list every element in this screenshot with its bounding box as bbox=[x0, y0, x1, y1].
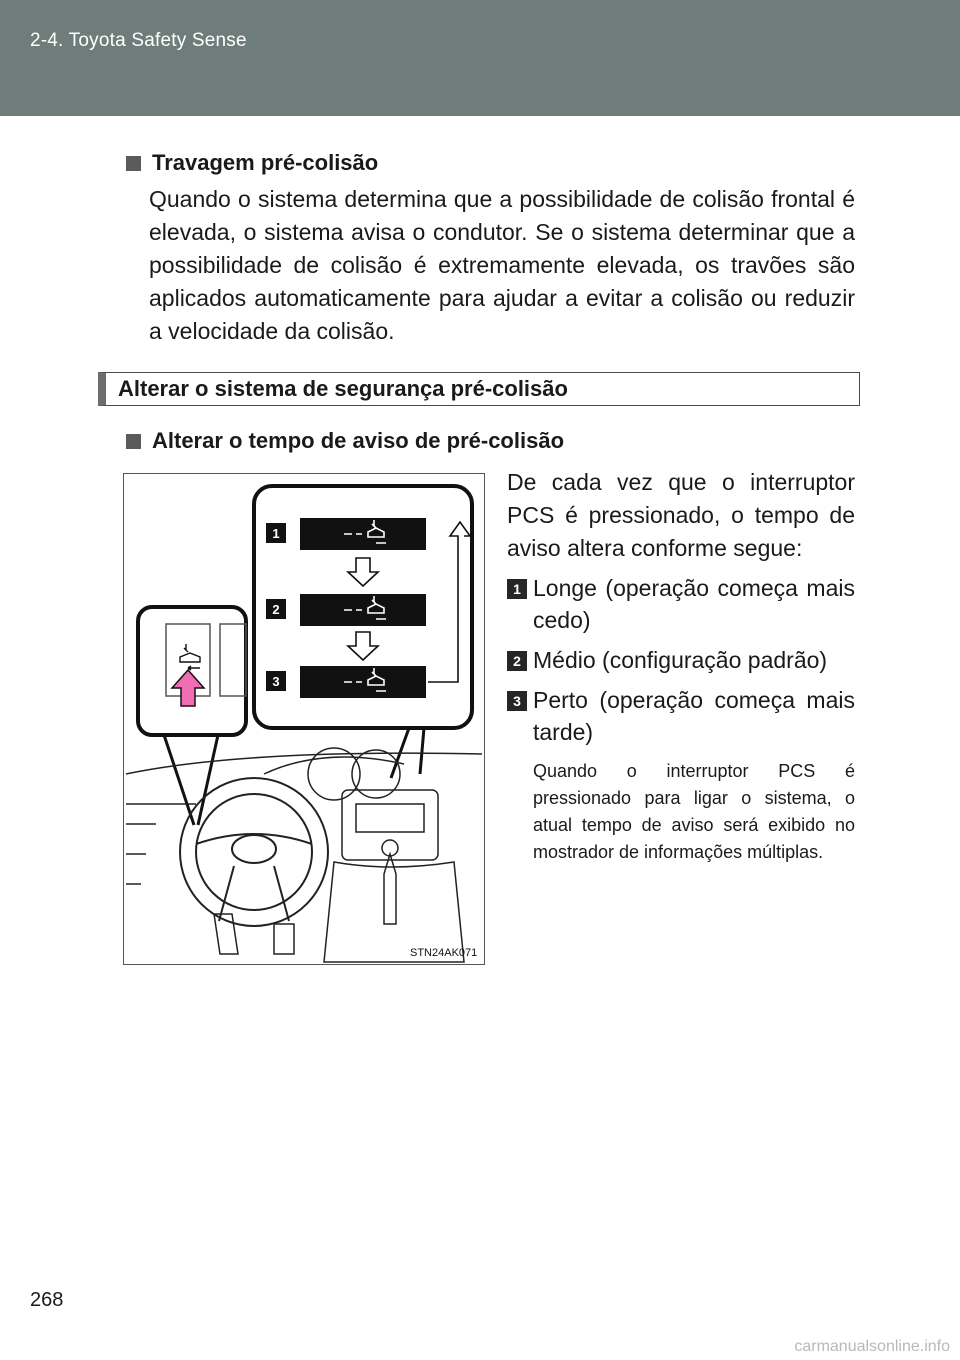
list-item bbox=[507, 644, 855, 676]
list-item bbox=[507, 684, 855, 748]
figure-code: STN24AK071 bbox=[410, 947, 478, 959]
display-states bbox=[300, 518, 426, 698]
section-title: Alterar o sistema de segurança pré-colisão bbox=[118, 376, 568, 401]
dashboard-drawing bbox=[124, 474, 484, 964]
state-label-2: 2 bbox=[272, 602, 280, 617]
steering-wheel bbox=[180, 778, 328, 926]
heading-text: Travagem pré-colisão bbox=[152, 150, 379, 175]
body-paragraph: Quando o sistema determina que a possibilidade de colisão frontal é elevada, o sistema avisa o condutor. Se o sistema determinar que a possibilidade de colisão é extremamente elevada, os travões são aplicados automaticamente para ajudar a evitar a colisão ou reduzir a velocidade da colisão. bbox=[149, 186, 855, 344]
heading-text: Alterar o tempo de aviso de pré-colisão bbox=[152, 428, 565, 453]
section-title-box bbox=[98, 372, 860, 406]
watermark: carmanualsonline.info bbox=[794, 1338, 950, 1355]
note-paragraph: Quando o interruptor PCS é pressionado para ligar o sistema, o atual tempo de aviso será exibido no mostrador de informações múltiplas. bbox=[533, 761, 855, 862]
list-item-text: Médio (configuração padrão) bbox=[533, 647, 828, 673]
header-band bbox=[0, 0, 960, 116]
display-state-middle bbox=[300, 594, 426, 626]
section-heading-pre-collision-braking bbox=[126, 150, 378, 176]
intro-paragraph: De cada vez que o interruptor PCS é pressionado, o tempo de aviso altera conforme segue: bbox=[507, 469, 855, 561]
number-badge: 2 bbox=[507, 651, 527, 671]
timing-options-list bbox=[507, 572, 855, 748]
section-heading-warning-timing bbox=[126, 428, 564, 454]
list-item bbox=[507, 572, 855, 636]
state-label-3: 3 bbox=[272, 674, 280, 689]
number-badge: 3 bbox=[507, 691, 527, 711]
switch-callout bbox=[138, 607, 246, 735]
display-state-near bbox=[300, 666, 426, 698]
list-item-text: Longe (operação começa mais cedo) bbox=[533, 575, 855, 633]
number-badge: 1 bbox=[507, 579, 527, 599]
list-item-text: Perto (operação começa mais tarde) bbox=[533, 687, 855, 745]
page-number: 268 bbox=[30, 1289, 64, 1311]
chapter-title: 2-4. Toyota Safety Sense bbox=[30, 30, 247, 51]
center-console bbox=[324, 790, 464, 962]
dashboard-illustration bbox=[123, 473, 485, 965]
dashboard-outline bbox=[126, 748, 482, 884]
square-bullet-icon bbox=[126, 434, 141, 449]
display-state-far bbox=[300, 518, 426, 550]
state-label-1: 1 bbox=[272, 526, 280, 541]
square-bullet-icon bbox=[126, 156, 141, 171]
